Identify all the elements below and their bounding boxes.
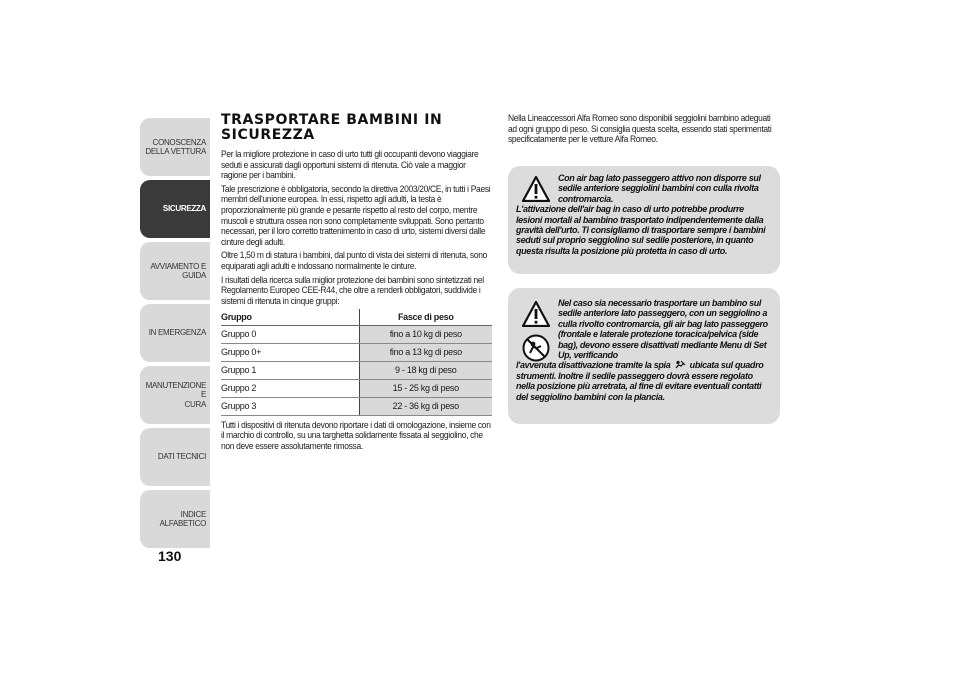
right-column xyxy=(508,113,780,145)
group-cell: Gruppo 1 xyxy=(221,361,359,379)
weight-cell: 9 - 18 kg di peso xyxy=(359,361,492,379)
weight-cell: fino a 13 kg di peso xyxy=(359,343,492,361)
weight-cell: 15 - 25 kg di peso xyxy=(359,379,492,397)
warning-body: L'attivazione dell'air bag in caso di urto potrebbe produrre lesioni mortali al bambino trasportato indipendentemente dalla gravità dell'urto. Ti consigliamo di trasportare sempre i bambini seduti sul proprio seggiolino sul sedile posteriore, in quanto questa risulta la posizione più protetta in caso di urto. xyxy=(516,204,766,256)
airbag-warning-light-icon xyxy=(675,360,686,369)
page-number: 130 xyxy=(158,548,182,564)
tab-avviamento[interactable]: AVVIAMENTO E GUIDA xyxy=(140,242,210,300)
paragraph: Oltre 1,50 m di statura i bambini, dal punto di vista dei sistemi di ritenuta, sono equiparati agli adulti e indossano normalmente le cinture. xyxy=(221,250,487,271)
weight-cell: 22 - 36 kg di peso xyxy=(359,397,492,415)
header-gruppo: Gruppo xyxy=(221,309,359,325)
tab-dati-tecnici[interactable]: DATI TECNICI xyxy=(140,428,210,486)
paragraph: I risultati della ricerca sulla miglior protezione dei bambini sono sintetizzati nel Regolamento Europeo CEE-R44, che oltre a renderli obbligatori, suddivide i sistemi di ritenuta in cinque gruppi: xyxy=(221,274,484,306)
paragraph: Per la migliore protezione in caso di urto tutti gli occupanti devono viaggiare seduti e assicurati dagli opportuni sistemi di ritenuta. Ciò vale a maggior ragione per i bambini. xyxy=(221,149,479,181)
weight-cell: fino a 10 kg di peso xyxy=(359,325,492,343)
section-title: TRASPORTARE BAMBINI IN SICUREZZA xyxy=(221,112,443,143)
group-cell: Gruppo 3 xyxy=(221,397,359,415)
table-header-row xyxy=(221,309,492,325)
table-row xyxy=(221,325,492,343)
tab-manutenzione[interactable]: MANUTENZIONE E CURA xyxy=(140,366,210,424)
warning-body-end: ubicata sul quadro strumenti. Inoltre il sedile passeggero dovrà essere regolato nella posizione più arretrata, al fine di evitare eventuali contatti del seggiolino bambini con la plancia. xyxy=(516,360,764,402)
group-cell: Gruppo 0+ xyxy=(221,343,359,361)
group-cell: Gruppo 2 xyxy=(221,379,359,397)
header-fasce: Fasce di peso xyxy=(359,309,492,325)
table-row xyxy=(221,397,492,415)
table-row xyxy=(221,379,492,397)
group-cell: Gruppo 0 xyxy=(221,325,359,343)
weight-groups-table xyxy=(221,309,492,416)
paragraph: Tale prescrizione è obbligatoria, secondo la direttiva 2003/20/CE, in tutti i Paesi membri dell'unione europea. In essi, rispetto agli adulti, la testa è proporzionalmente più grande e pesante rispetto al resto del corpo, mentre muscoli e struttura ossea non sono completamente sviluppati. Sono pertanto necessari, per il loro corretto trattenimento in caso di urto, sistemi diversi dalle cinture degli adulti. xyxy=(221,183,491,247)
warning-text xyxy=(516,173,770,256)
warning-box-airbag-deactivation xyxy=(508,288,780,424)
warning-box-airbag xyxy=(508,166,780,274)
warning-text xyxy=(516,298,770,402)
warning-body-start: l'avvenuta disattivazione tramite la spia xyxy=(516,360,671,371)
warning-lead: Con air bag lato passeggero attivo non disporre sul sedile anteriore seggiolini bambini con culla rivolta contromarcia. xyxy=(558,173,761,204)
tab-indice[interactable]: INDICE ALFABETICO xyxy=(140,490,210,548)
lineaccessori-paragraph: Nella Lineaccessori Alfa Romeo sono disponibili seggiolini bambino adeguati ad ogni gruppo di peso. Si consiglia questa scelta, essendo stati sperimentati specificatamente per le vetture Alfa Romeo. xyxy=(508,113,772,145)
tab-sicurezza[interactable]: SICUREZZA xyxy=(140,180,210,238)
table-row xyxy=(221,361,492,379)
tab-conoscenza[interactable]: CONOSCENZA DELLA VETTURA xyxy=(140,118,210,176)
closing-paragraph: Tutti i dispositivi di ritenuta devono riportare i dati di omologazione, insieme con il marchio di controllo, su una targhetta solidamente fissata al seggiolino, che non deve essere assolutamente rimossa. xyxy=(221,419,491,451)
warning-lead: Nel caso sia necessario trasportare un bambino sul sedile anteriore lato passeggero, con un seggiolino a culla rivolto contromarcia, gli air bag lato passeggero (frontale e laterale protezione toracica/pelvica (side bag), devono essere disattivati mediante Menu di Set Up, verificando xyxy=(558,298,768,361)
table-row xyxy=(221,343,492,361)
tab-emergenza[interactable]: IN EMERGENZA xyxy=(140,304,210,362)
main-section xyxy=(221,113,492,455)
